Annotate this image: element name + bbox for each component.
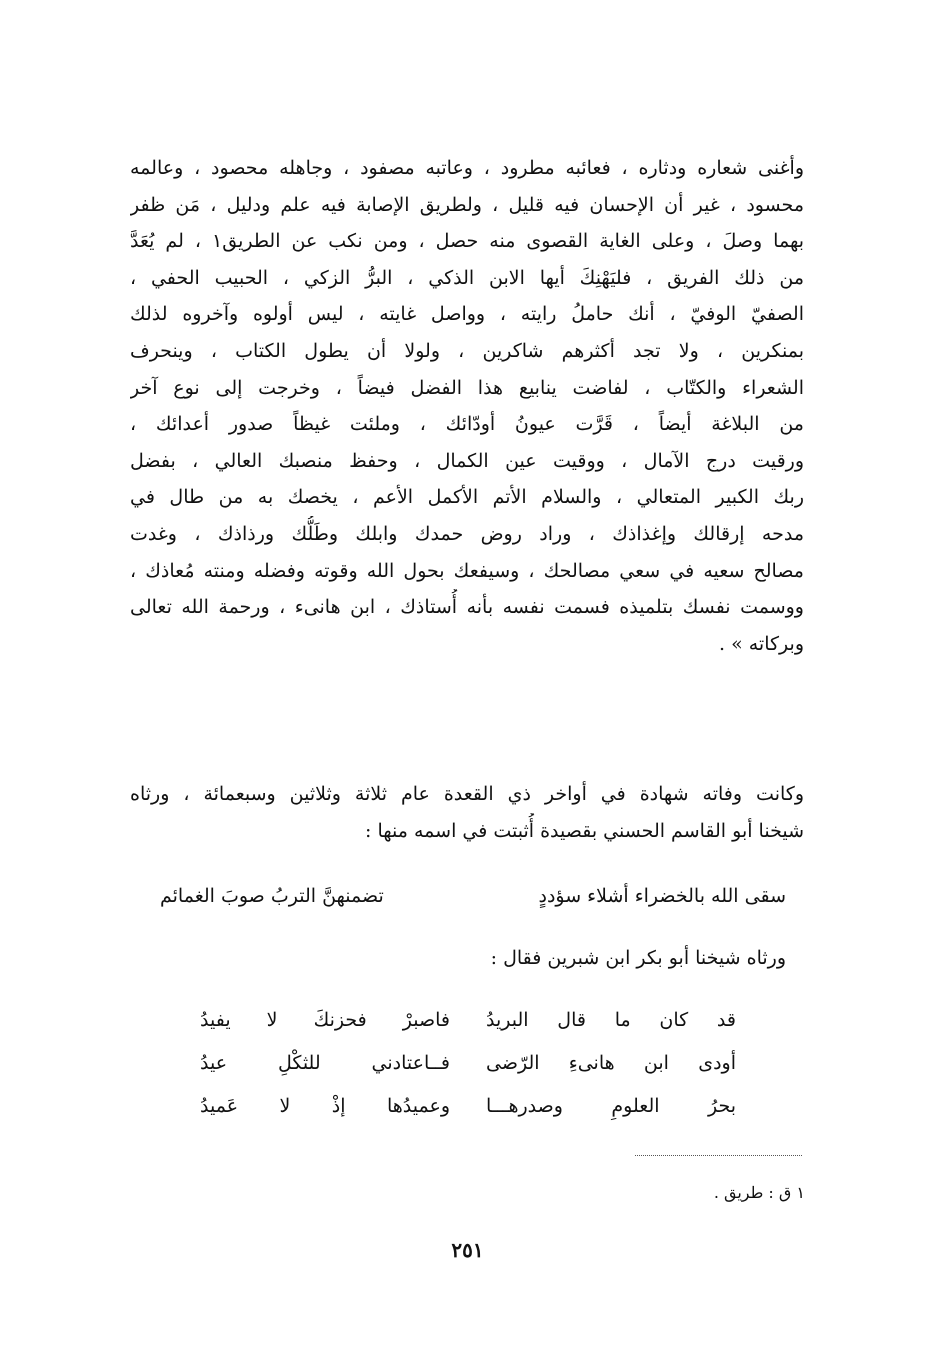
text-line: محسود ، غير أن الإحسان فيه قليل ، ولطريق الإصابة فيه علم ودليل ، مَن ظفر bbox=[130, 193, 804, 216]
poem-verses bbox=[200, 1000, 736, 1129]
verse-first-hemistich: قد كان ما قال البريدُ bbox=[486, 1009, 736, 1031]
verse-first-hemistich: بحرُ العلومِ وصدرهـــا bbox=[486, 1095, 736, 1117]
page-number: ٢٥١ bbox=[451, 1238, 484, 1262]
text-line: وكانت وفاته شهادة في أواخر ذي القعدة عام ثلاثة وثلاثين وسبعمائة ، ورثاه bbox=[130, 783, 804, 805]
elegy-verse bbox=[160, 876, 786, 916]
footnote-separator bbox=[635, 1155, 802, 1156]
text-line: مصالح سعيه في سعي مصالحك ، وسيفعك بحول الله وقوته وفضله ومنته مُعاذك ، bbox=[130, 559, 804, 582]
verse-row bbox=[200, 1043, 736, 1086]
footnote: ١ ق : طريق . bbox=[713, 1183, 805, 1202]
text-line: ربك الكبير المتعالي ، والسلام الأتم الأكمل الأعم ، يخصك به من طال في bbox=[130, 486, 804, 509]
text-line: الصفيّ الوفيّ ، أنك حاملُ رايته ، وواصل غايته ، ليس أولوه وآخروه لذلك bbox=[130, 303, 804, 326]
text-line: مدحه إرقالك وإغذاذك ، وراد روض حمدك وابلك وطَلُّك ورذاذك ، وغدت bbox=[130, 522, 804, 545]
text-line: وبركاته » . bbox=[719, 632, 804, 655]
verse-second-hemistich: وعميدُها إذْ لا عَميدُ bbox=[200, 1095, 450, 1117]
death-paragraph bbox=[130, 776, 804, 849]
verse-row bbox=[200, 1086, 736, 1129]
verse-introduction: ورثاه شيخنا أبو بكر ابن شبرين فقال : bbox=[490, 947, 786, 969]
text-line: بهما وصلَ ، وعلى الغاية القصوى منه حصل ، ومن نكب عن الطريق١ ، لم يُعَدَّ bbox=[130, 230, 804, 253]
text-line: وأغنى شعاره ودثاره ، فعائبه مطرود ، وعاتبه مصفود ، وجاهله محصود ، وعالمه bbox=[130, 157, 804, 179]
text-line: من ذلك الفريق ، فليَهْنِكَ أيها الابن الذكي ، البرُّ الزكي ، الحبيب الحفي ، bbox=[130, 266, 804, 289]
main-paragraph bbox=[130, 150, 804, 662]
verse-second-hemistich: فاصبرْ فحزنكَ لا يفيدُ bbox=[200, 1009, 450, 1031]
text-line: ووسمت نفسك بتلميذه فسمت نفسه بأنه أُستاذك ، ابن هانىء ، ورحمة الله تعالى bbox=[130, 596, 804, 619]
text-line: بمنكرين ، ولا تجد أكثرهم شاكرين ، ولولا أن يطول الكتاب ، وينحرف bbox=[130, 339, 804, 362]
text-line: ورقيت درج الآمال ، ووقيت عين الكمال ، وحفظ منصبك العالي ، بفضل bbox=[130, 449, 804, 472]
text-line: شيخنا أبو القاسم الحسني بقصيدة أُثبتت في اسمه منها : bbox=[365, 819, 804, 842]
verse-second-hemistich: تضمنهنَّ التربُ صوبَ الغمائم bbox=[160, 885, 384, 907]
text-line: من البلاغة أيضاً ، قَرَّت عيونُ أودّائك ، وملئت غيظاً صدور أعدائك ، bbox=[130, 413, 804, 436]
verse-first-hemistich: سقى الله بالخضراء أشلاء سؤددٍ bbox=[538, 885, 786, 907]
verse-row bbox=[200, 1000, 736, 1043]
verse-second-hemistich: فــاعتادني للثكْلِ عيدُ bbox=[200, 1052, 450, 1074]
text-line: الشعراء والكتّاب ، لفاضت ينابيع هذا الفضل فيضاً ، وخرجت إلى نوع آخر bbox=[130, 376, 804, 399]
verse-first-hemistich: أودى ابن هانىءِ الرّضى bbox=[486, 1052, 736, 1074]
